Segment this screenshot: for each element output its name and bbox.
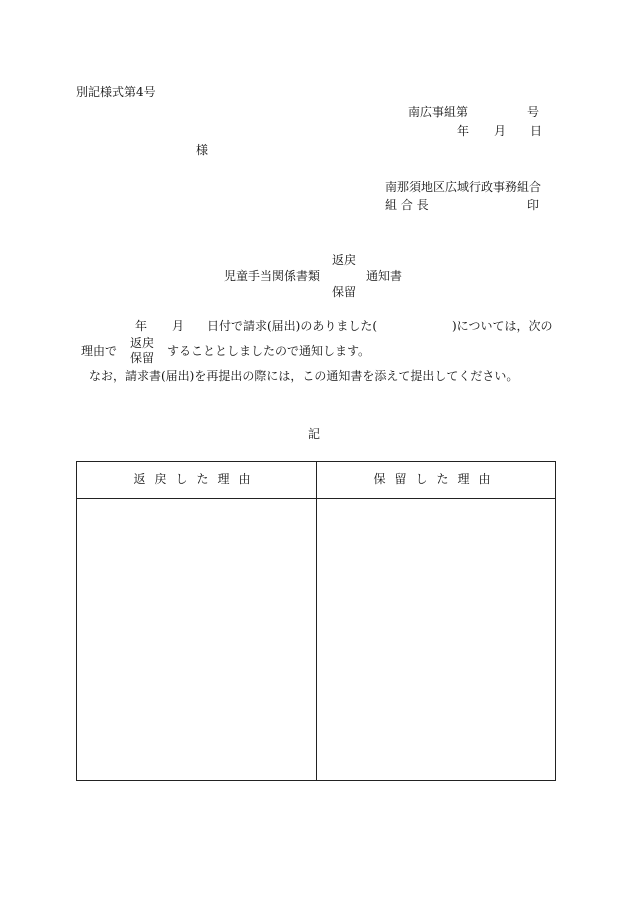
form-number: 別記様式第4号 <box>76 85 156 99</box>
document-number-prefix: 南広事組第 <box>408 105 469 119</box>
body-line2-text: することとしましたので通知します。 <box>167 344 371 358</box>
return-reason-cell <box>77 499 316 781</box>
title-prefix: 児童手当関係書類 <box>224 269 321 283</box>
body-line2-prefix: 理由で <box>81 344 118 358</box>
record-heading: 記 <box>308 427 321 441</box>
body-line1-text-end: )については，次の <box>452 319 553 333</box>
document-number-suffix: 号 <box>527 105 540 119</box>
body-year: 年 <box>135 319 148 333</box>
sender-title: 組 合 長 <box>385 198 429 212</box>
title-option-hold: 保留 <box>332 285 357 299</box>
sender-seal: 印 <box>527 198 540 212</box>
body-month: 月 <box>172 319 185 333</box>
title-suffix: 通知書 <box>366 269 403 283</box>
body-line3: なお，請求書(届出)を再提出の際には，この通知書を添えて提出してください。 <box>89 369 519 383</box>
addressee-honorific: 様 <box>196 143 209 157</box>
date-year: 年 <box>457 124 470 138</box>
hold-reason-cell <box>317 499 556 781</box>
reasons-table <box>76 461 556 781</box>
title-option-return: 返戻 <box>332 253 357 267</box>
date-month: 月 <box>494 124 507 138</box>
date-day: 日 <box>530 124 543 138</box>
return-reason-header: 返戻した理由 <box>133 472 260 486</box>
body-line1-text: 日付で請求(届出)のありました( <box>207 319 378 333</box>
body-option-return: 返戻 <box>130 336 155 350</box>
body-option-hold: 保留 <box>130 351 155 365</box>
sender-organization: 南那須地区広域行政事務組合 <box>385 180 542 194</box>
hold-reason-header: 保留した理由 <box>373 472 500 486</box>
